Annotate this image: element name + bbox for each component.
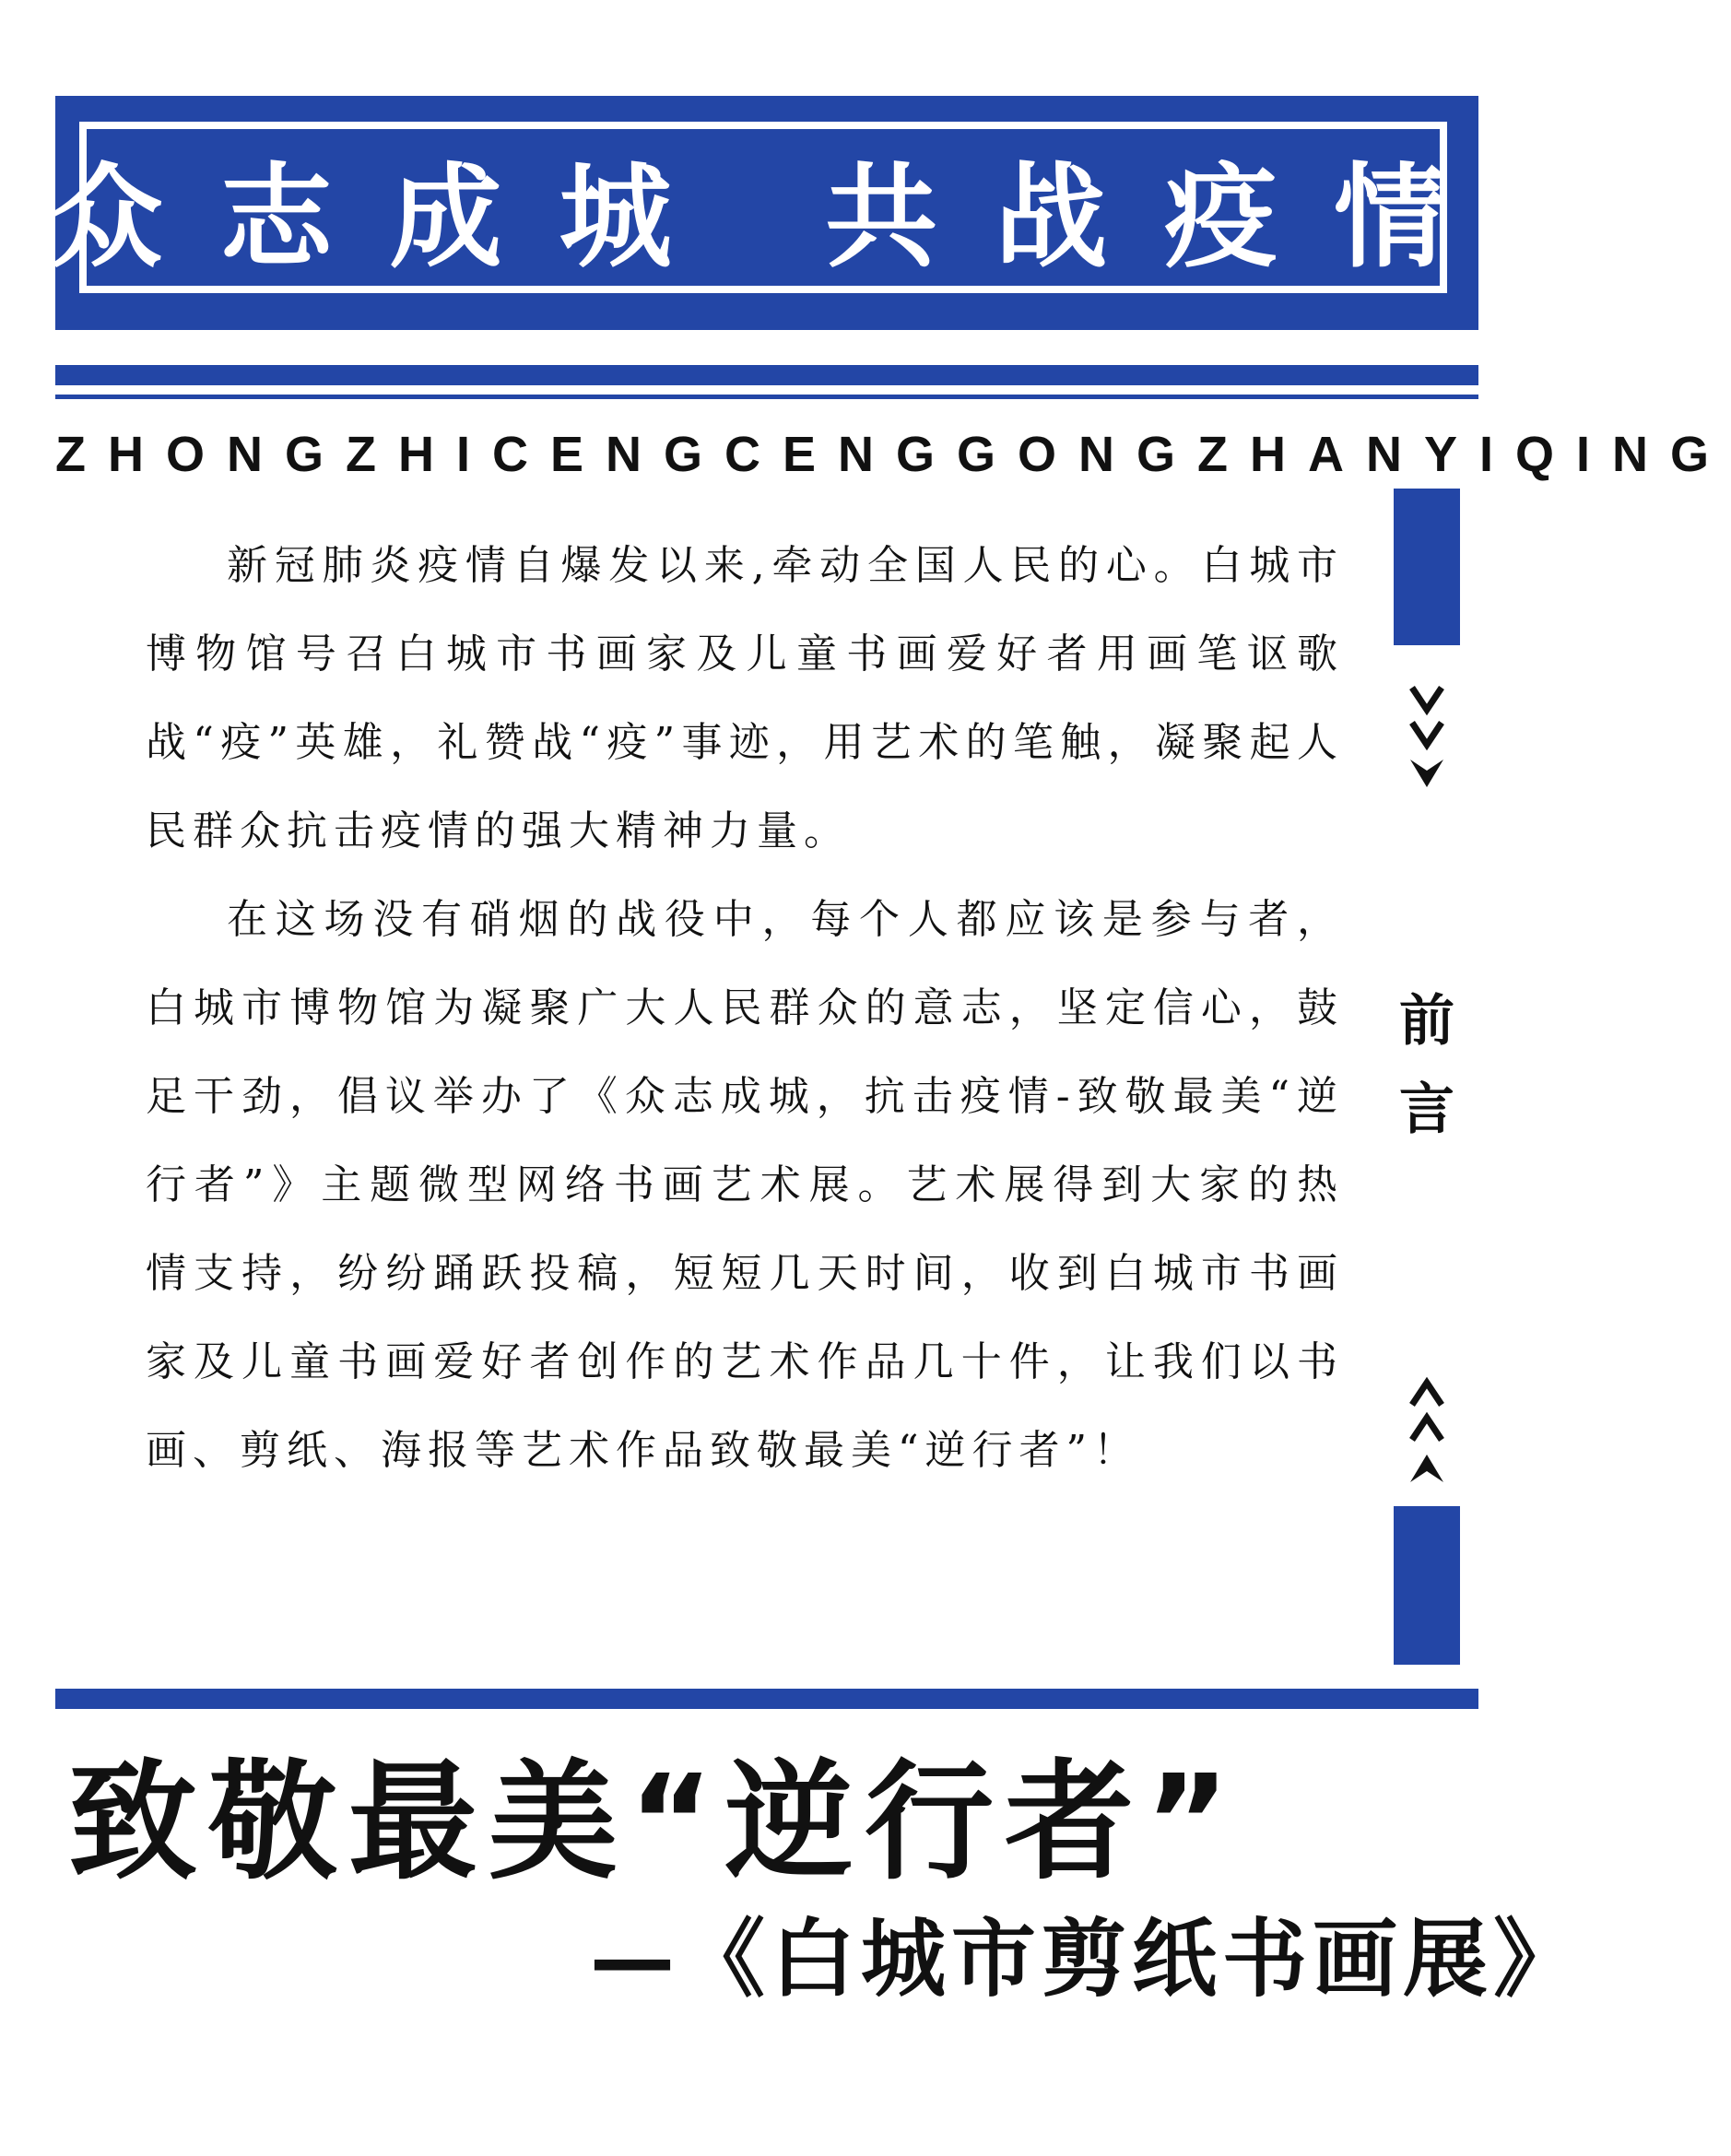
main-heading: 致敬最美“逆行者” <box>68 1748 1242 1898</box>
body-paragraph-2: 在这场没有硝烟的战役中，每个人都应该是参与者，白城市博物馆为凝聚广大人民群众的意志，坚定信心，鼓足干劲，倡议举办了《众志成城，抗击疫情-致敬最美“逆行者”》主题微型网络书画艺术展。艺术展得到大家的热情支持，纷纷踊跃投稿，短短几天时间，收到白城市书画家及儿童书画爱好者创作的艺术作品几十件，让我们以书画、剪纸、海报等艺术作品致敬最美“逆行者”！ <box>146 896 1344 1474</box>
chevron-down-icon-svg <box>1394 680 1460 800</box>
foreword-label: 前言 <box>1399 989 1454 1142</box>
chevron-up-icon-svg <box>1394 1373 1460 1493</box>
bottom-divider <box>55 1689 1478 1709</box>
top-divider-thick <box>55 365 1478 385</box>
pinyin-subtitle: ZHONGZHICENGCENGGONGZHANYIQING <box>55 427 1731 482</box>
body-text <box>146 522 1344 1495</box>
body-paragraph-1: 新冠肺炎疫情自爆发以来,牵动全国人民的心。白城市博物馆号召白城市书画家及儿童书画爱好者用画笔讴歌战“疫”英雄，礼赞战“疫”事迹，用艺术的笔触，凝聚起人民群众抗击疫情的强大精神力量。 <box>146 542 1344 854</box>
banner-title: 众志成城 共战疫情 <box>50 151 1504 283</box>
title-banner <box>50 96 1504 330</box>
chevron-up-icon <box>1394 1373 1460 1498</box>
chevron-down-icon <box>1394 680 1460 805</box>
top-divider-thin <box>55 395 1478 399</box>
title-banner-frame <box>50 122 1504 293</box>
sub-heading: —《白城市剪纸书画展》 <box>590 1910 1584 2009</box>
side-bar-top <box>1394 489 1460 645</box>
side-bar-bottom <box>1394 1506 1460 1665</box>
